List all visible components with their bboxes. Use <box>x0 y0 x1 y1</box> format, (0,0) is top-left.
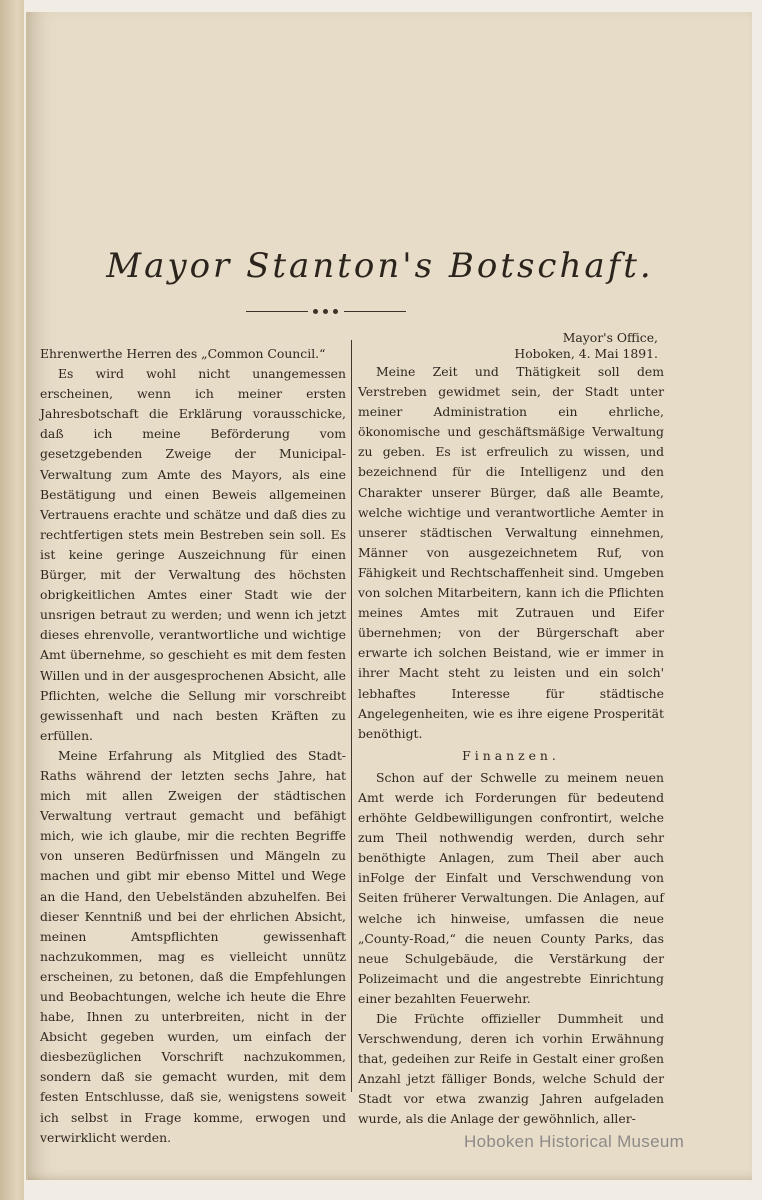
ornament-dot <box>333 309 338 314</box>
book-spine <box>0 0 24 1200</box>
museum-watermark: Hoboken Historical Museum <box>464 1132 685 1151</box>
ornament-line-left <box>246 311 308 312</box>
ornament-dot <box>313 309 318 314</box>
paragraph: Es wird wohl nicht unangemessen erscheinen, wenn ich meiner ersten Jahresbotschaft die Erklärung vorausschicke, daß ich meine Beförderung vom gesetzgebenden Zweige der Municipal-Verwaltung zum Amte des Mayors, als eine Bestätigung und einen Beweis allgemeinen Vertrauens erachte und schätze und daß dies zu rechtfertigen stets mein Bestreben sein soll. Es ist keine geringe Auszeichnung für einen Bürger, mit der Verwaltung des höchsten obrigkeitlichen Amtes einer Stadt wie der unsrigen betraut zu werden; und wenn ich jetzt dieses ehrenvolle, verantwortliche und wichtige Amt übernehme, so geschieht es mit dem festen Willen und in der ausgesprochenen Absicht, alle Pflichten, welche die Sellung mir vorschreibt gewissenhaft und nach besten Kräften zu erfüllen. <box>40 366 346 743</box>
section-heading: Finanzen. <box>462 747 560 763</box>
date-line: Hoboken, 4. Mai 1891. <box>514 346 658 361</box>
office-line: Mayor's Office, <box>562 330 658 345</box>
ornament-dot <box>323 309 328 314</box>
title-ornament <box>246 306 406 318</box>
paragraph: Meine Erfahrung als Mitglied des Stadt-Raths während der letzten sechs Jahre, hat mich mit allen Zweigen der städtischen Verwaltung vertraut gemacht und befähigt mich, wie ich glaube, mir die rechten Begriffe von unseren Bedürfnissen und Mängeln zu machen und gibt mir ebenso Mittel und Wege an die Hand, den Uebelständen abzuhelfen. Bei dieser Kenntniß und bei der ehrlichen Absicht, meinen Amtspflichten gewissenhaft nachzukommen, mag es vielleicht unnütz erscheinen, zu betonen, daß die Empfehlungen und Beobachtungen, welche ich heute die Ehre habe, Ihnen zu unterbreiten, nicht in der Absicht gegeben wurden, um einfach der diesbezüglichen Vorschrift nachzukommen, sondern daß sie gemacht wurden, mit dem festen Entschlusse, daß sie, wenigstens soweit ich selbst in Frage komme, erwogen und verwirklicht werden. <box>40 747 346 1145</box>
paragraph: Die Früchte offizieller Dummheit und Verschwendung, deren ich vorhin Erwähnung that, gedeihen zur Reife in Gestalt einer großen Anzahl jetzt fälliger Bonds, welche Schuld der Stadt vor etwa zwanzig Jahren aufgeladen wurde, als die Anlage der gewöhnlich, aller- <box>358 1011 664 1127</box>
column-divider <box>351 340 352 1092</box>
paragraph: Meine Zeit und Thätigkeit soll dem Verstreben gewidmet sein, der Stadt unter meiner Administration ein ehrliche, ökonomische und geschäftsmäßige Verwaltung zu geben. Es ist erfreulich zu wissen, und bezeichnend für die Intelligenz und den Charakter unserer Bürger, daß alle Beamte, welche wichtige und verantwortliche Aemter in unserer städtischen Verwaltung einnehmen, Männer von ausgezeichnetem Ruf, von Fähigkeit und Rechtschaffenheit sind. Umgeben von solchen Mitarbeitern, kann ich die Pflichten meines Amtes mit Zutrauen und Eifer übernehmen; von der Bürgerschaft aber erwarte ich solchen Beistand, wie er immer in ihrer Macht steht zu leisten und ein solch' lebhaftes Interesse für städtische Angelegenheiten, wie es ihre eigene Prosperität benöthigt. <box>358 364 664 741</box>
left-column <box>40 344 346 1148</box>
page-title: Mayor Stanton's Botschaft. <box>106 246 654 286</box>
ornament-line-right <box>344 311 406 312</box>
office-dateline <box>358 330 664 362</box>
paragraph: Schon auf der Schwelle zu meinem neuen Amt werde ich Forderungen für bedeutend erhöhte Geldbewilligungen confrontirt, welche zum Theil nothwendig werden, durch sehr benöthigte Anlagen, zum Theil aber auch inFolge der Einfalt und Verschwendung von Seiten früherer Verwaltungen. Die Anlagen, auf welche ich hinweise, umfassen die neue „County-Road,“ die neuen County Parks, das neue Schulgebäude, die Verstärkung der Polizeimacht und die angestrebte Einrichtung einer bezahlten Feuerwehr. <box>358 769 664 1006</box>
salutation: Ehrenwerthe Herren des „Common Council.“ <box>40 346 326 361</box>
right-column <box>358 330 664 1130</box>
